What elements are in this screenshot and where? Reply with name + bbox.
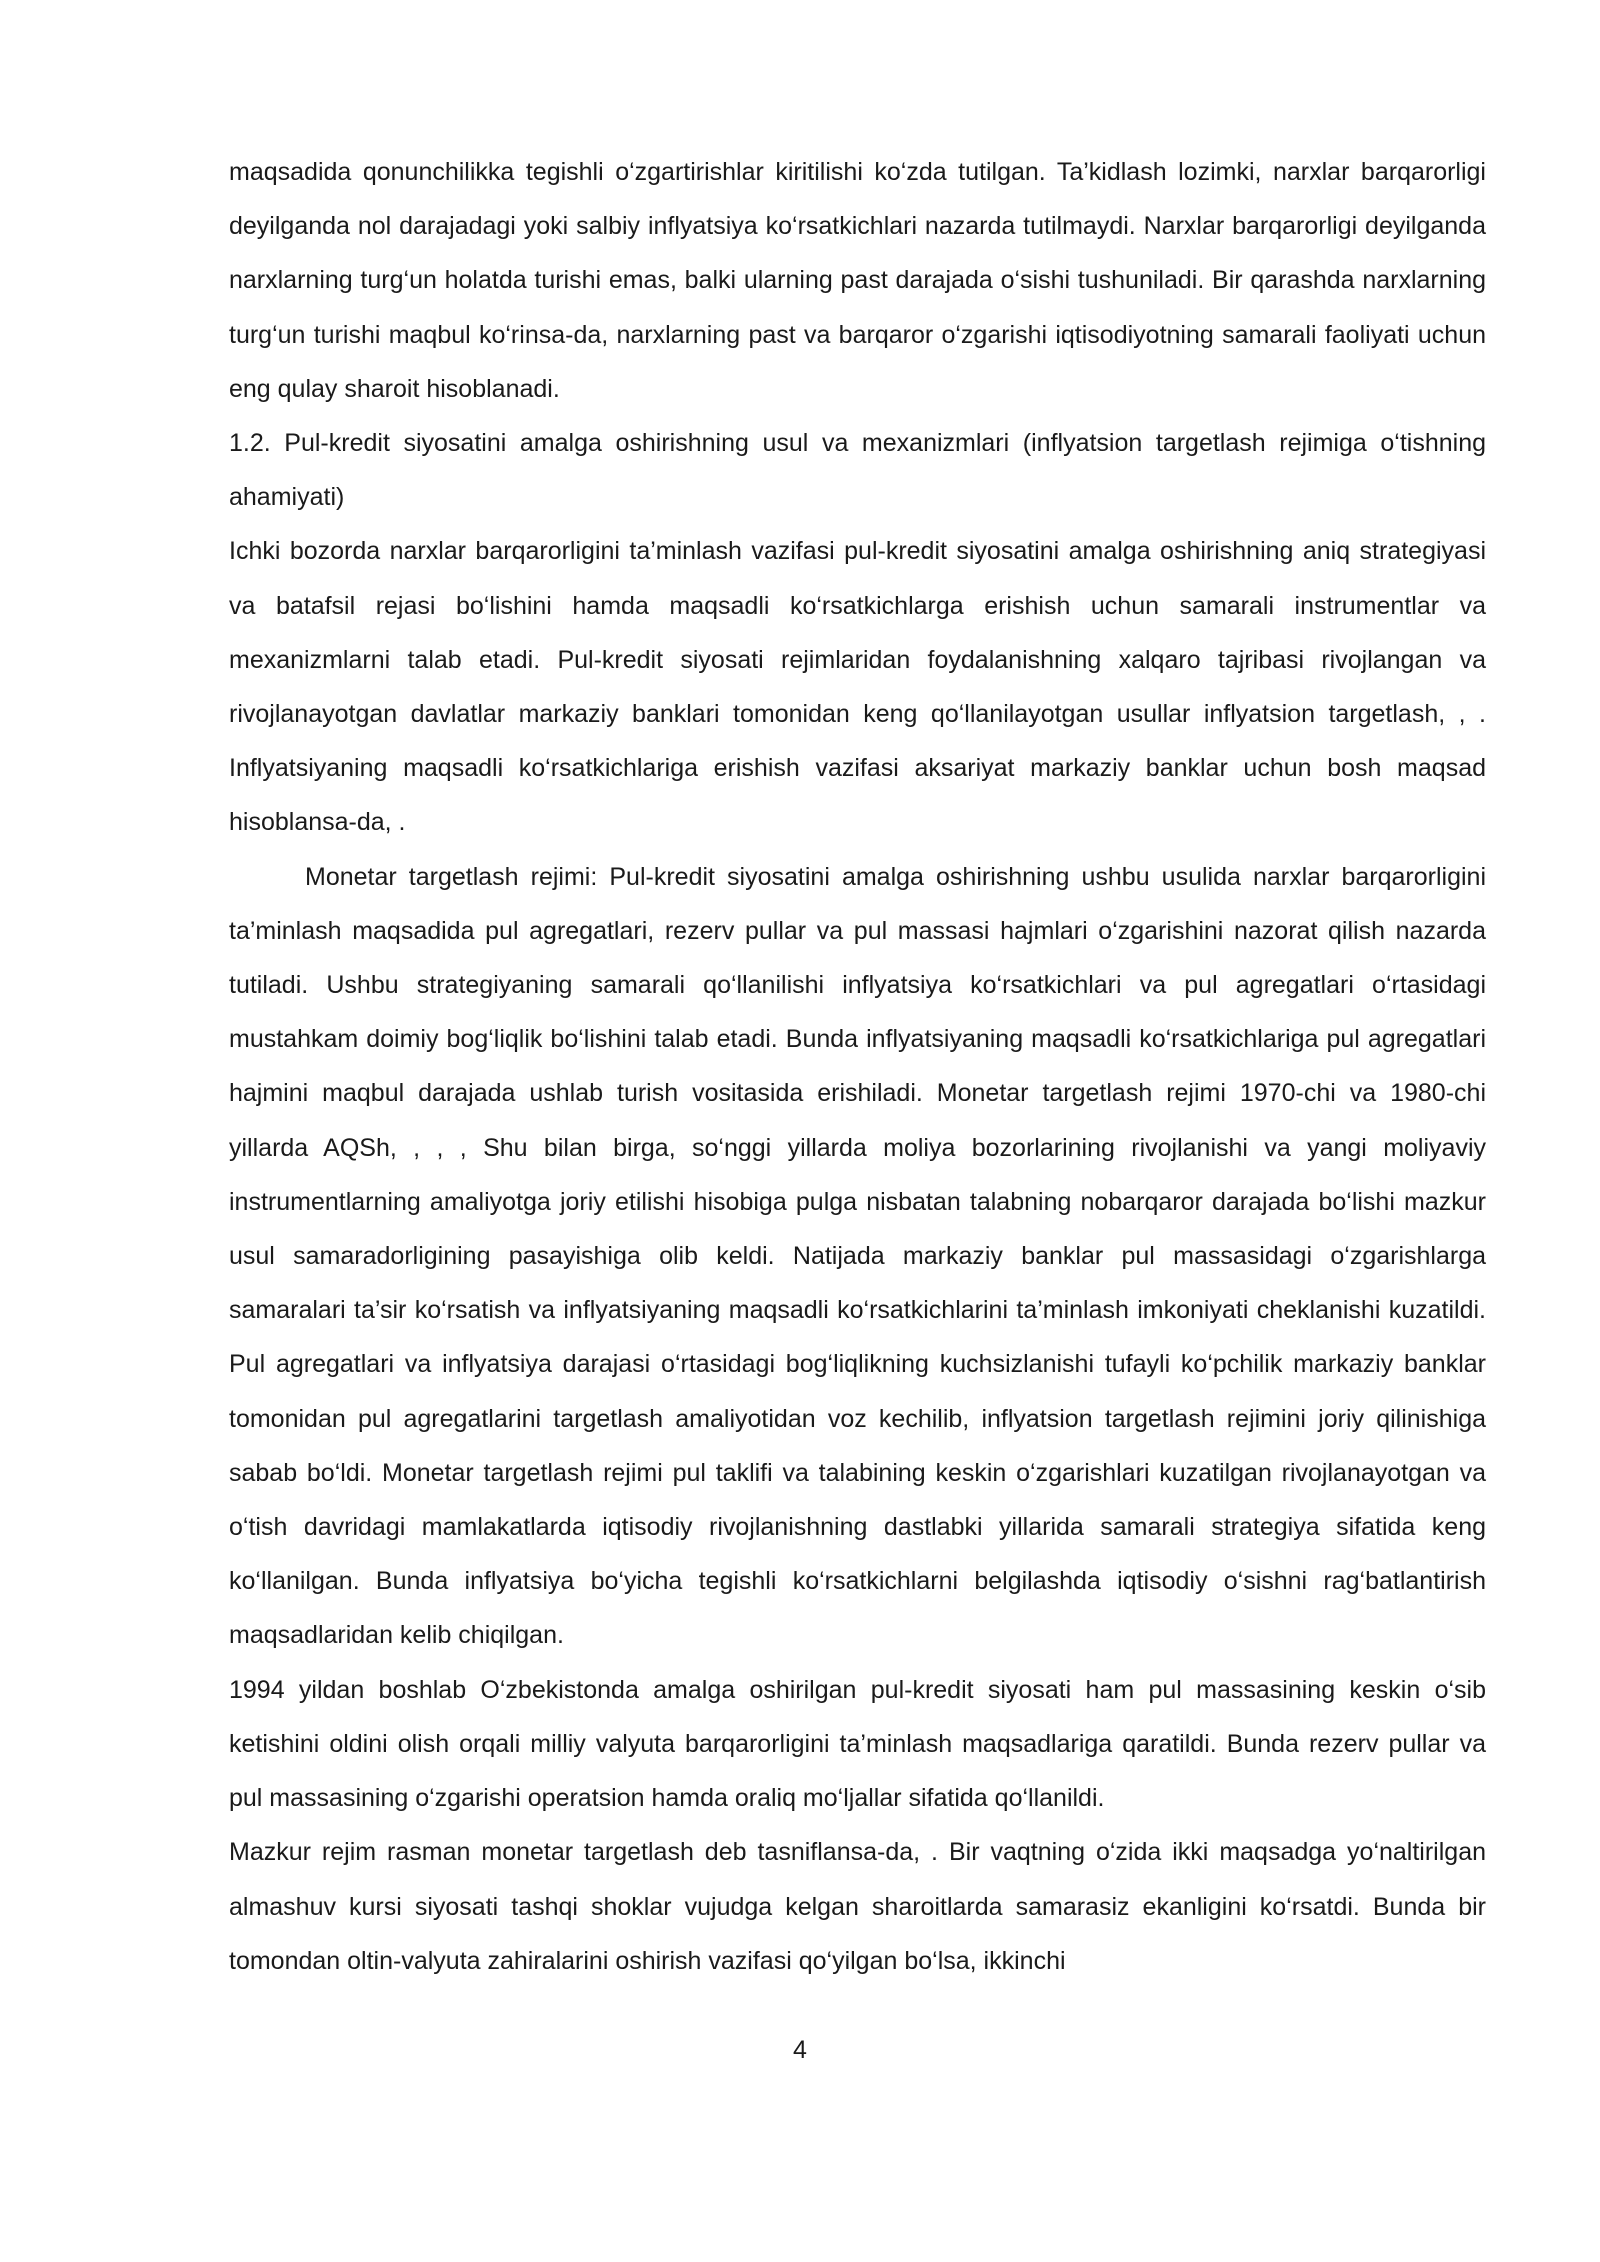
document-body (229, 145, 1486, 1988)
section-heading: 1.2. Pul-kredit siyosatini amalga oshirishning usul va mexanizmlari (inflyatsion targetlash rejimiga o‘tishning ahamiyati) (229, 429, 1486, 512)
page-number: 4 (793, 2036, 807, 2064)
paragraph-monetary-targeting: Monetar targetlash rejimi: Pul-kredit siyosatini amalga oshirishning ushbu usulida narxlar barqarorligini ta’minlash maqsadida pul agregatlari, rezerv pullar va pul massasi hajmlari o‘zgarishini nazorat qilish nazarda tutiladi. Ushbu strategiyaning samarali qo‘llanilishi inflyatsiya ko‘rsatkichlari va pul agregatlari o‘rtasidagi mustahkam doimiy bog‘liqlik bo‘lishini talab etadi. Bunda inflyatsiyaning maqsadli ko‘rsatkichlariga pul agregatlari hajmini maqbul darajada ushlab turish vositasida erishiladi. Monetar targetlash rejimi 1970-chi va 1980-chi yillarda AQSh, , , , Shu bilan birga, so‘nggi yillarda moliya bozorlarining rivojlanishi va yangi moliyaviy instrumentlarning amaliyotga joriy etilishi hisobiga pulga nisbatan talabning nobarqaror darajada bo‘lishi mazkur usul samaradorligining pasayishiga olib keldi. Natijada markaziy banklar pul massasidagi o‘zgarishlarga samaralari ta’sir ko‘rsatish va inflyatsiyaning maqsadli ko‘rsatkichlarini ta’minlash imkoniyati cheklanishi kuzatildi. Pul agregatlari va inflyatsiya darajasi o‘rtasidagi bog‘liqlikning kuchsizlanishi tufayli ko‘pchilik markaziy banklar tomonidan pul agregatlarini targetlash amaliyotidan voz kechilib, inflyatsion targetlash rejimini joriy qilinishiga sabab bo‘ldi. Monetar targetlash rejimi pul taklifi va talabining keskin o‘zgarishlari kuzatilgan rivojlanayotgan va o‘tish davridagi mamlakatlarda iqtisodiy rivojlanishning dastlabki yillarida samarali strategiya sifatida keng ko‘llanilgan. Bunda inflyatsiya bo‘yicha tegishli ko‘rsatkichlarni belgilashda iqtisodiy o‘sishni rag‘batlantirish maqsadlaridan kelib chiqilgan. (229, 862, 1486, 1650)
paragraph-price-stability: Ichki bozorda narxlar barqarorligini ta’minlash vazifasi pul-kredit siyosatini amalga oshirishning aniq strategiyasi va batafsil rejasi bo‘lishini hamda maqsadli ko‘rsatkichlarga erishish uchun samarali instrumentlar va mexanizmlarni talab etadi. Pul-kredit siyosati rejimlaridan foydalanishning xalqaro tajribasi rivojlangan va rivojlanayotgan davlatlar markaziy banklari tomonidan keng qo‘llanilayotgan usullar inflyatsion targetlash, , . Inflyatsiyaning maqsadli ko‘rsatkichlariga erishish vazifasi aksariyat markaziy banklar uchun bosh maqsad hisoblansa-da, . (229, 537, 1486, 837)
paragraph-continuation: maqsadida qonunchilikka tegishli o‘zgartirishlar kiritilishi ko‘zda tutilgan. Ta’kidlash lozimki, narxlar barqarorligi deyilganda nol darajadagi yoki salbiy inflyatsiya ko‘rsatkichlari nazarda tutilmaydi. Narxlar barqarorligi deyilganda narxlarning turg‘un holatda turishi emas, balki ularning past darajada o‘sishi tushuniladi. Bir qarashda narxlarning turg‘un turishi maqbul ko‘rinsa-da, narxlarning past va barqaror o‘zgarishi iqtisodiyotning samarali faoliyati uchun eng qulay sharoit hisoblanadi. (229, 158, 1486, 403)
paragraph-regime-classification: Mazkur rejim rasman monetar targetlash deb tasniflansa-da, . Bir vaqtning o‘zida ikki maqsadga yo‘naltirilgan almashuv kursi siyosati tashqi shoklar vujudga kelgan sharoitlarda samarasiz ekanligini ko‘rsatdi. Bunda bir tomondan oltin-valyuta zahiralarini oshirish vazifasi qo‘yilgan bo‘lsa, ikkinchi (229, 1838, 1486, 1975)
paragraph-uzbekistan-1994: 1994 yildan boshlab O‘zbekistonda amalga oshirilgan pul-kredit siyosati ham pul massasining keskin o‘sib ketishini oldini olish orqali milliy valyuta barqarorligini ta’minlash maqsadlariga qaratildi. Bunda rezerv pullar va pul massasining o‘zgarishi operatsion hamda oraliq mo‘ljallar sifatida qo‘llanildi. (229, 1675, 1486, 1813)
